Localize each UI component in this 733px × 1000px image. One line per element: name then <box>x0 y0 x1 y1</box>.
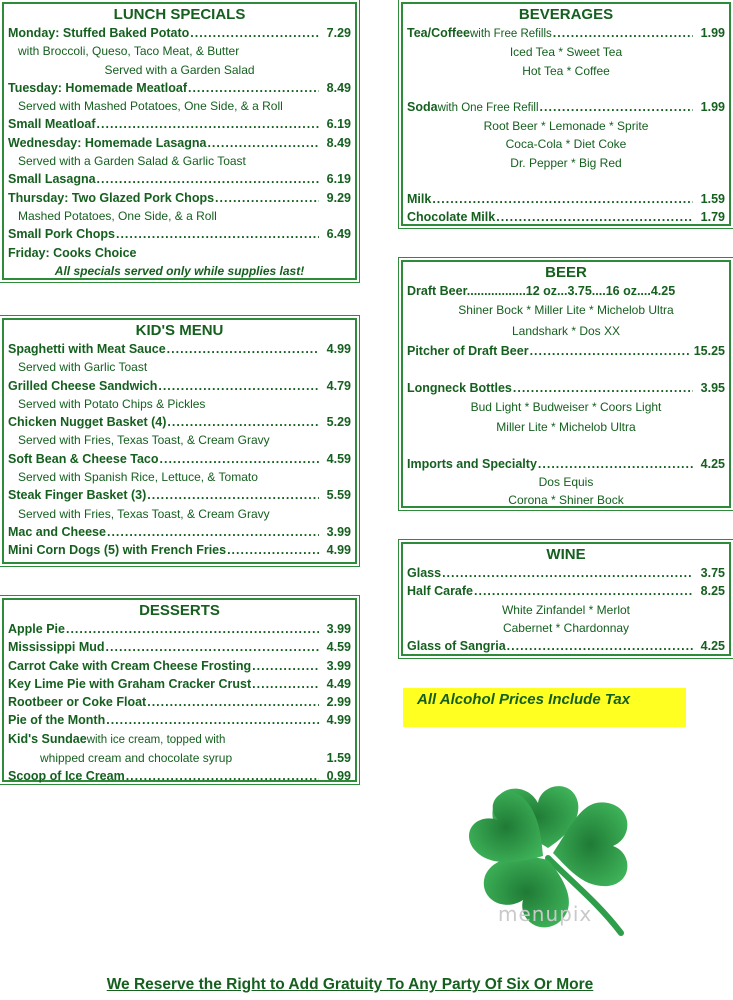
item-description: Iced Tea * Sweet Tea <box>509 45 623 60</box>
item-description: Mashed Potatoes, One Side, & a Roll <box>18 208 217 223</box>
item-description: Bud Light * Budweiser * Coors Light <box>470 399 662 414</box>
item-description: Shiner Bock * Miller Lite * Michelob Ultra <box>458 303 674 318</box>
menu-item: Grilled Cheese Sandwich ..... 4.79 <box>8 377 351 395</box>
menu-item: Scoop of Ice Cream ..... 0.99 <box>8 767 351 785</box>
menu-item: Rootbeer or Coke Float ..... 2.99 <box>8 693 351 711</box>
menu-item: Wednesday: Homemade Lasagna ..... 8.49 <box>8 134 351 152</box>
menu-item: Chocolate Milk ..... 1.79 <box>407 208 725 226</box>
menu-item: Friday: Cooks Choice <box>8 245 137 260</box>
item-description: Dos Equis <box>538 475 594 490</box>
lunch-specials-title: LUNCH SPECIALS <box>113 6 246 23</box>
menu-item: Carrot Cake with Cream Cheese Frosting ..... 3.99 <box>8 657 351 675</box>
menu-item: Small Meatloaf ..... 6.19 <box>8 115 351 133</box>
beer-title: BEER <box>545 264 587 281</box>
item-description: White Zinfandel * Merlot <box>501 602 631 617</box>
menu-item: Small Pork Chops ..... 6.49 <box>8 225 351 243</box>
item-description: Served with Spanish Rice, Lettuce, & Tomato <box>18 470 258 485</box>
beverages-section <box>401 2 731 226</box>
item-description: Served with Fries, Texas Toast, & Cream Gravy <box>18 506 270 521</box>
item-description: Cabernet * Chardonnay <box>502 620 630 635</box>
gratuity-notice: We Reserve the Right to Add Gratuity To Any Party Of Six Or More <box>106 976 594 993</box>
menu-item: Small Lasagna ..... 6.19 <box>8 170 351 188</box>
item-description: Landshark * Dos XX <box>511 324 621 339</box>
wine-section <box>401 542 731 656</box>
item-description: Served with a Garden Salad & Garlic Toast <box>18 154 246 169</box>
menu-item: whipped cream and chocolate syrup 1.59 <box>40 751 351 766</box>
menu-item: Spaghetti with Meat Sauce ..... 4.99 <box>8 340 351 358</box>
menu-item: Apple Pie ..... 3.99 <box>8 620 351 638</box>
item-description: Miller Lite * Michelob Ultra <box>496 419 636 434</box>
menu-item: Glass of Sangria ..... 4.25 <box>407 637 725 655</box>
kids-menu-title: KID'S MENU <box>135 322 224 339</box>
menu-item: Milk ..... 1.59 <box>407 190 725 208</box>
menu-item: Half Carafe ..... 8.25 <box>407 582 725 600</box>
item-description: Root Beer * Lemonade * Sprite <box>483 119 649 134</box>
menu-item: Steak Finger Basket (3) ..... 5.59 <box>8 486 351 504</box>
menu-item: Tea/Coffee with Free Refills ..... 1.99 <box>407 24 725 43</box>
menu-item: Mini Corn Dogs (5) with French Fries ..... 4.99 <box>8 541 351 559</box>
menu-item: Soft Bean & Cheese Taco ..... 4.59 <box>8 450 351 468</box>
desserts-section <box>2 598 357 782</box>
lunch-specials-section <box>2 2 357 280</box>
menu-item: Mac and Cheese ..... 3.99 <box>8 523 351 541</box>
item-description: with Broccoli, Queso, Taco Meat, & Butter <box>18 44 240 59</box>
menu-item: Chicken Nugget Basket (4) ..... 5.29 <box>8 413 351 431</box>
menu-item: Monday: Stuffed Baked Potato ..... 7.29 <box>8 24 351 42</box>
menu-item: Pie of the Month ..... 4.99 <box>8 711 351 729</box>
beer-section <box>401 260 731 508</box>
menu-item: Pitcher of Draft Beer ..... 15.25 <box>407 342 725 360</box>
beverages-title: BEVERAGES <box>518 6 614 23</box>
menu-item: Imports and Specialty ..... 4.25 <box>407 455 725 473</box>
specials-note: All specials served only while supplies last! <box>54 263 305 278</box>
item-description: Served with Potato Chips & Pickles <box>18 396 206 411</box>
item-description: Served with Garlic Toast <box>18 360 148 375</box>
menu-item: Longneck Bottles ..... 3.95 <box>407 379 725 397</box>
item-description: Coca-Cola * Diet Coke <box>505 137 627 152</box>
desserts-title: DESSERTS <box>139 602 220 619</box>
item-description: Dr. Pepper * Big Red <box>510 155 622 170</box>
menu-item: Draft Beer.................12 oz...3.75....16 oz....4.25 <box>407 284 676 298</box>
item-description: Hot Tea * Coffee <box>522 63 610 78</box>
menu-item: Glass ..... 3.75 <box>407 564 725 582</box>
item-description: Served with Mashed Potatoes, One Side, & a Roll <box>18 99 283 114</box>
menupix-watermark: menupix <box>498 902 593 926</box>
kids-menu-section <box>2 318 357 564</box>
menu-item: Tuesday: Homemade Meatloaf ..... 8.49 <box>8 79 351 97</box>
alcohol-tax-note: All Alcohol Prices Include Tax <box>403 688 686 727</box>
wine-title: WINE <box>546 546 586 563</box>
item-description: Served with Fries, Texas Toast, & Cream Gravy <box>18 433 270 448</box>
menu-item: Mississippi Mud ..... 4.59 <box>8 638 351 656</box>
menu-item: Kid's Sundae with ice cream, topped with <box>8 731 226 746</box>
item-description: Served with a Garden Salad <box>104 62 255 77</box>
menu-item: Soda with One Free Refill ..... 1.99 <box>407 98 725 117</box>
item-description: Corona * Shiner Bock <box>508 493 624 508</box>
menu-item: Key Lime Pie with Graham Cracker Crust ..... 4.49 <box>8 675 351 693</box>
menu-item: Thursday: Two Glazed Pork Chops ..... 9.29 <box>8 189 351 207</box>
